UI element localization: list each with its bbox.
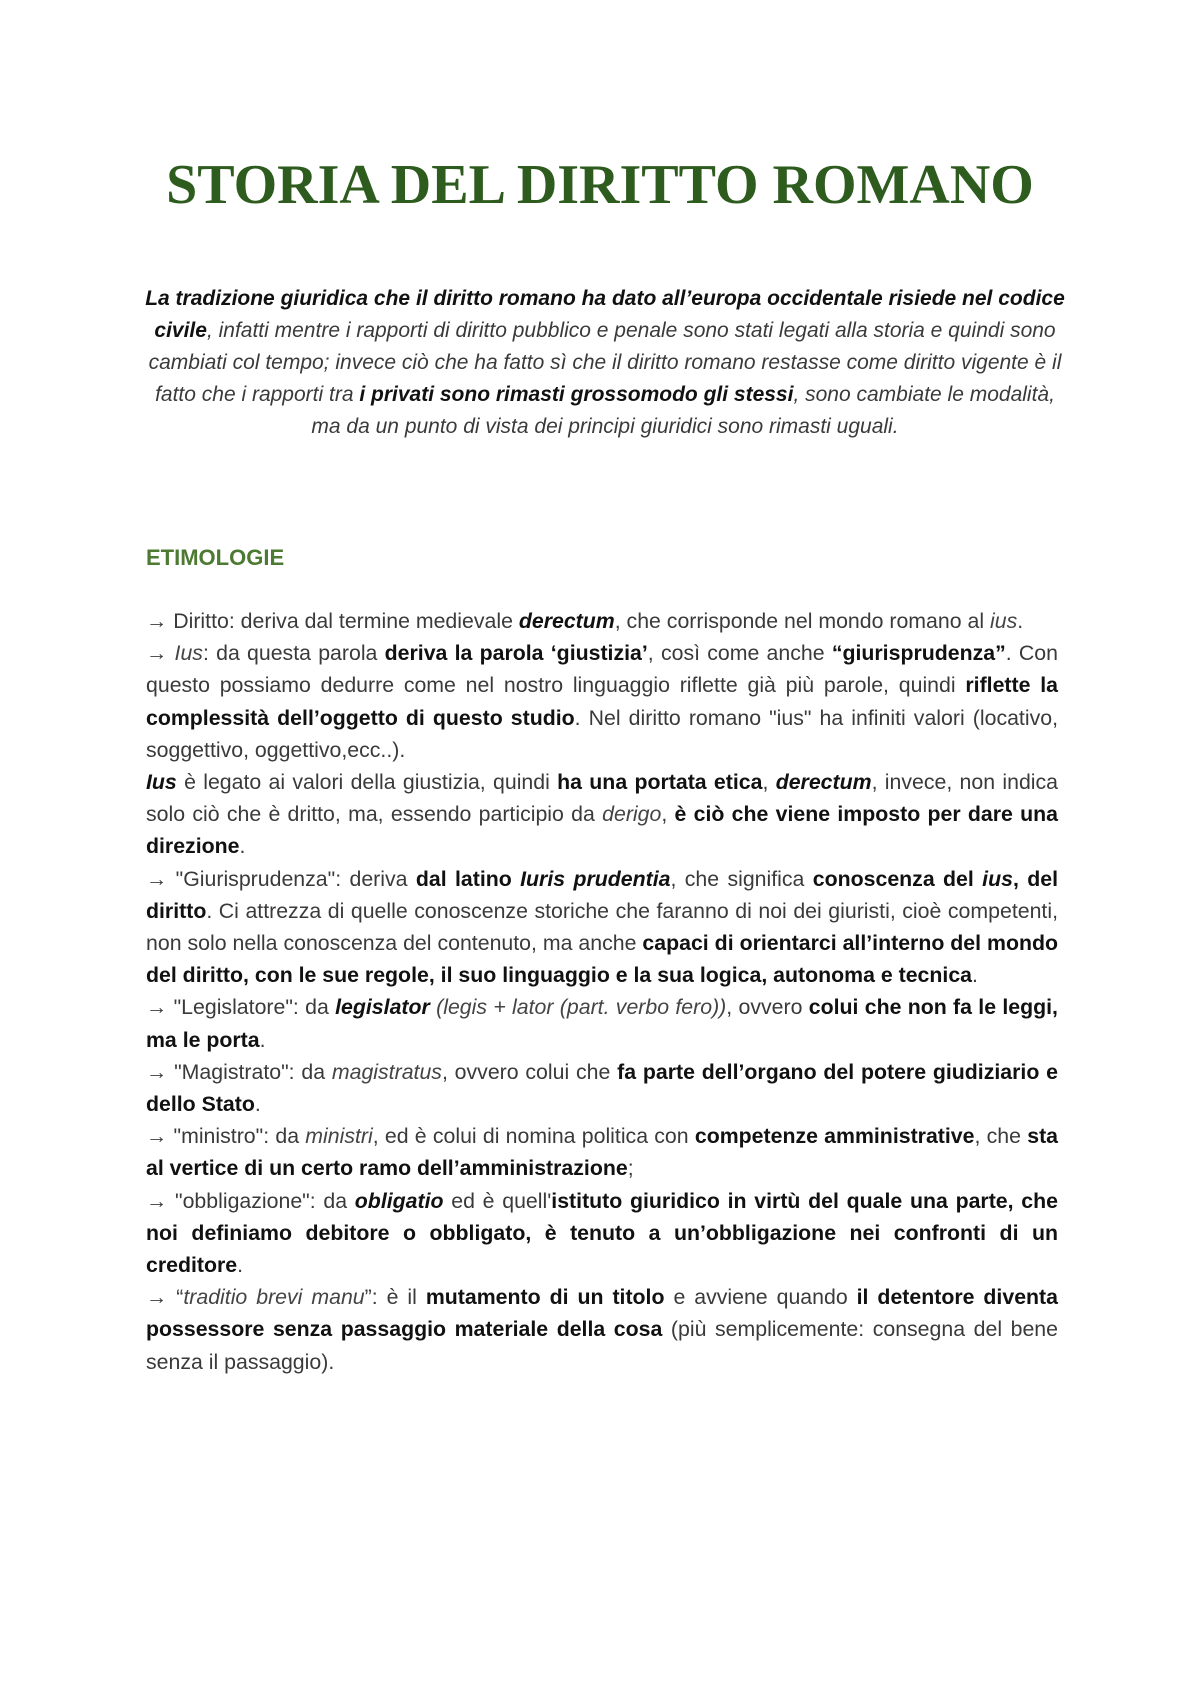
text-run: derigo [602,802,662,827]
text-run: , invece, non indica solo ciò che è dritto, ma, essendo participio da [146,770,1059,827]
text-run: ; [627,1156,634,1181]
text-run: (più semplicemente: consegna del bene senza il passaggio). [146,1317,1058,1374]
text-run: , ovvero colui che [441,1059,618,1084]
text-run: ha una portata etica [557,770,763,795]
text-run: obligatio [354,1188,444,1213]
text-run: ius [982,866,1013,891]
text-run: → [146,641,175,666]
text-run: legislator [335,995,430,1020]
text-run: (legis + lator (part. verbo fero)) [429,995,727,1020]
text-run: ”: è il [364,1285,426,1310]
paragraph-ministro [146,1120,1058,1184]
text-run: Ius [174,641,203,666]
text-run: , che significa [670,866,813,891]
paragraph-ius-derectum [146,766,1058,863]
paragraph-magistrato [146,1056,1058,1120]
text-run: → “ [146,1285,184,1310]
text-run: conoscenza del [812,866,983,891]
text-run: ministri [305,1124,373,1149]
text-run: → Diritto: deriva dal termine medievale [146,609,519,633]
text-run: → "obbligazione": da [146,1188,355,1213]
text-run: magistratus [331,1059,442,1084]
text-run: , sono cambiate le modalità, ma da un punto di vista dei principi giuridici sono rimasti uguali. [311,383,1055,438]
text-run: , ovvero [726,995,809,1020]
text-run: . [1017,609,1024,633]
text-run: fa parte dell’organo del potere giudiziario e dello Stato [146,1059,1058,1117]
text-run: traditio brevi manu [183,1285,365,1310]
paragraph-traditio [146,1281,1058,1378]
text-run: , così come anche [647,641,832,666]
text-run: derectum [518,609,615,633]
text-run: . [972,963,978,988]
text-run: → "Legislatore": da [146,995,336,1020]
text-run: è ciò che viene imposto per dare una direzione [146,802,1059,859]
etymology-list [146,605,1058,1378]
text-run: deriva la parola ‘giustizia’ [384,641,648,666]
text-run: ius [990,609,1018,633]
text-run: , che [974,1124,1028,1149]
page-title: STORIA DEL DIRITTO ROMANO [166,154,1034,216]
text-run: . [254,1092,261,1117]
text-run: e avviene quando [664,1285,857,1310]
text-run: . Con questo possiamo dedurre come nel nostro linguaggio riflette già più parole, quindi [146,641,1058,698]
paragraph-giurisprudenza [146,863,1058,992]
text-run: . [237,1253,244,1278]
text-run: colui che non fa le leggi, ma le porta [146,995,1058,1052]
text-run: competenze amministrative [694,1124,975,1149]
text-run: : da questa parola [202,641,385,666]
text-run: i privati sono rimasti grossomodo gli stessi [359,383,794,406]
text-run: . Ci attrezza di quelle conoscenze storiche che faranno di noi dei giuristi, cioè competenti, non solo nella conoscenza del contenuto, ma anche [146,898,1058,956]
text-run: sta al vertice di un certo ramo dell’amministrazione [146,1124,1058,1181]
text-run: , infatti mentre i rapporti di diritto pubblico e penale sono stati legati alla storia e quindi sono cambiati col tempo; invece ciò che ha fatto sì che il diritto romano restasse come diritto vigente è il fatto che i rapporti tra [148,319,1062,406]
paragraph-legislatore [146,991,1058,1055]
text-run: → "Magistrato": da [146,1059,332,1084]
text-run: . Nel diritto romano "ius" ha infiniti valori (locativo, soggettivo, oggettivo,ecc..). [146,705,1058,762]
paragraph-obbligazione [146,1185,1058,1282]
text-run: il detentore diventa possessore senza passaggio materiale della cosa [146,1285,1058,1342]
text-run: → "ministro": da [146,1124,306,1149]
text-run: ed è quell' [443,1188,552,1213]
text-run: , che corrisponde nel mondo romano al [614,609,990,633]
text-run: . [239,834,246,859]
text-run: mutamento di un titolo [425,1285,665,1310]
text-run: capaci di orientarci all’interno del mondo del diritto, con le sue regole, il suo linguaggio e la sua logica, autonoma e tecnica [146,931,1058,988]
text-run: Ius [146,770,177,795]
paragraph-ius [146,637,1058,766]
text-run: La tradizione giuridica che il diritto romano ha dato all’europa occidentale risiede nel codice civile [145,287,1065,342]
text-run: , ed è colui di nomina politica con [372,1124,695,1149]
text-run: è legato ai valori della giustizia, quindi [176,770,558,795]
paragraph-diritto [146,605,1058,637]
text-run: istituto giuridico in virtù del quale una parte, che noi definiamo debitore o obbligato, è tenuto a un’obbligazione nei confronti di un creditore [146,1188,1058,1278]
text-run: . [259,1027,266,1052]
text-run: derectum [775,770,872,795]
intro-paragraph [140,283,1070,443]
text-run: riflette la complessità dell’oggetto di questo studio [146,673,1058,730]
text-run: “giurisprudenza” [831,641,1006,666]
section-title: ETIMOLOGIE [146,545,285,570]
text-run: → "Giurisprudenza": deriva [146,866,416,891]
text-run: Iuris prudentia [520,866,671,891]
text-run: , [762,770,776,795]
text-run: , [661,802,675,827]
text-run: , del diritto [146,866,1058,923]
text-run: dal latino [415,866,521,891]
